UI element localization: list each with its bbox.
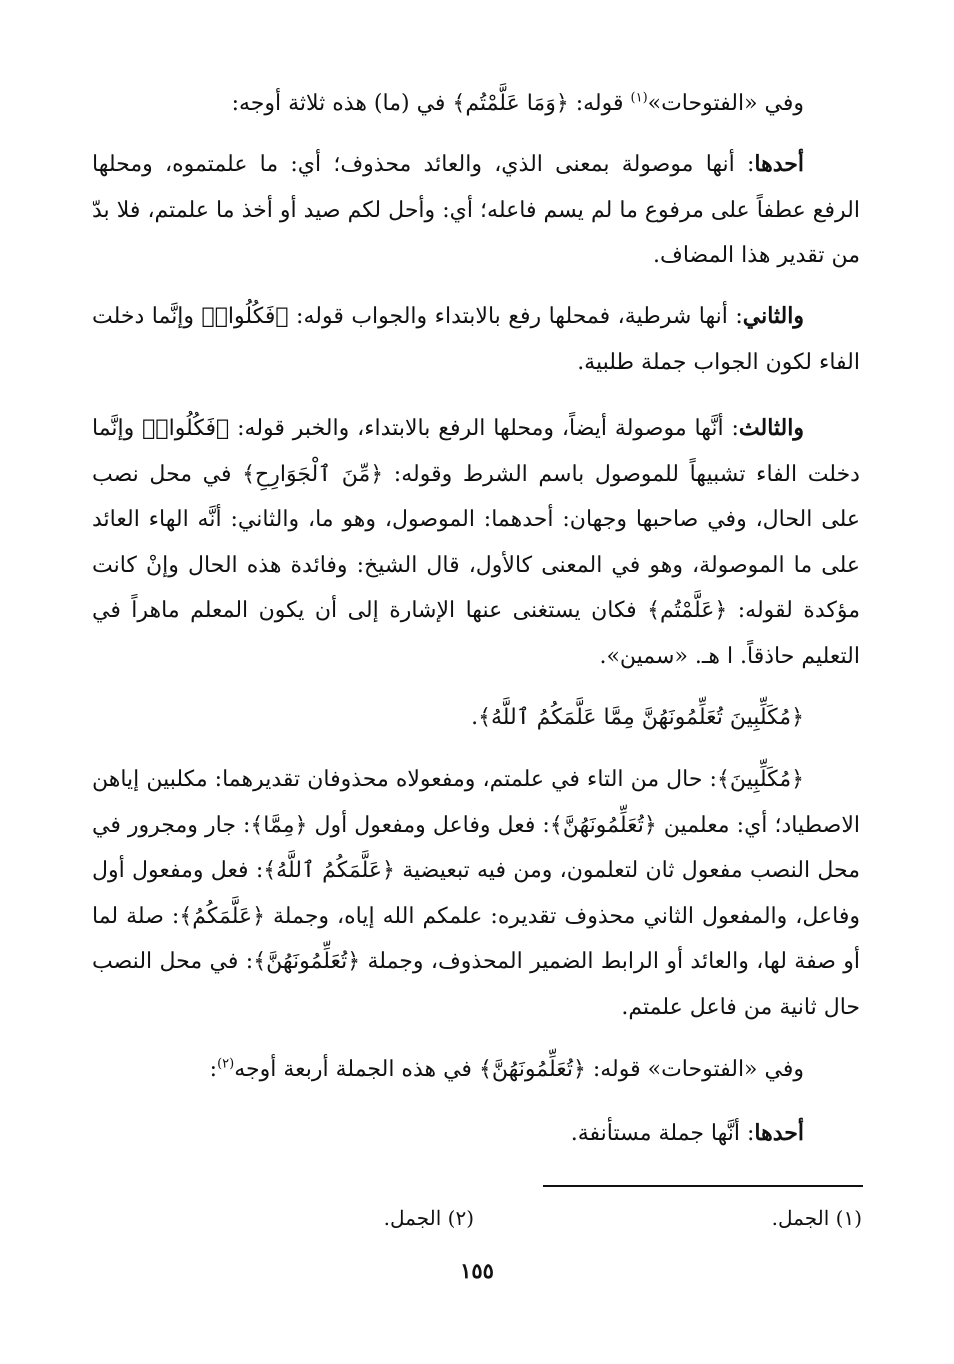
text: : أنها موصولة بمعنى الذي، والعائد محذوف؛ أي: ما علمتموه، ومحلها الرفع عطفاً على مرفوع ما لم يسم فاعله؛ أي: وأحل لكم صيد أو أخذ ما علمتم، فلا بدّ من تقدير هذا المضاف.	[92, 152, 860, 268]
paragraph-lead: أحدها	[754, 1120, 804, 1146]
footnote-marker: (١)	[630, 90, 648, 106]
text: وإنَّما دخلت الفاء لكون الجواب جملة طلبية.	[92, 304, 860, 375]
quran-quote: ﴿مُكَلِّبِينَ﴾	[716, 767, 804, 792]
paragraph-lead: أحدها	[754, 151, 804, 177]
quran-quote: ﴿تُعَلِّمُونَهُنَّ﴾	[549, 812, 657, 838]
quran-quote: ﴿فَكُلُوا۟﴾	[201, 304, 289, 329]
text: : فعل ومفعول أول وفاعل، والمفعول الثاني محذوف تقديره: علمكم الله إياه، وجملة	[92, 858, 860, 929]
text: : حال من التاء في علمتم، ومفعولاه محذوفان تقديرهما: مكلبين إياهن الاصطياد؛ أي: معلمين	[92, 767, 860, 838]
paragraph-third-view	[92, 406, 860, 679]
text: : أنها شرطية، فمحلها رفع بالابتداء والجواب قوله:	[288, 304, 743, 329]
text: : أنَّها جملة مستأنفة.	[570, 1121, 755, 1146]
paragraph-first-aspect	[92, 1111, 860, 1157]
text: في محل نصب على الحال، وفي صاحبها وجهان: أحدهما: الموصول، وهو ما، والثاني: أنَّه الهاء العائد على ما الموصولة، وهو في المعنى كالأول، قال الشيخ: وفائدة هذه الحال وإنْ كانت مؤكدة لقوله:	[92, 461, 860, 623]
paragraph-lead: والثاني	[742, 303, 804, 329]
paragraph-intro	[92, 81, 860, 127]
text: في هذه الجملة أربعة أوجه	[234, 1057, 479, 1082]
footnote-1: (١) الجمل.	[771, 1206, 862, 1230]
page-number: ١٥٥	[460, 1258, 494, 1283]
paragraph-first-view	[92, 142, 860, 279]
text: :	[209, 1057, 218, 1082]
footnote-2: (٢) الجمل.	[383, 1206, 474, 1230]
quran-quote: ﴿مِّنَ ٱلْجَوَارِحِ﴾	[242, 461, 384, 487]
paragraph-futuhat	[92, 1047, 860, 1093]
quran-quote: ﴿تُعَلِّمُونَهُنَّ﴾	[253, 949, 361, 974]
footnote-divider	[543, 1185, 863, 1187]
quran-quote: ﴿عَلَّمْتُم﴾	[647, 598, 728, 623]
quran-quote: ﴿عَلَّمَكُمُ﴾	[179, 903, 266, 929]
text: : فعل وفاعل ومفعول أول	[307, 812, 550, 838]
paragraph-lead: والثالث	[738, 415, 804, 441]
quran-quote: ﴿وَمَا عَلَّمْتُم﴾	[452, 91, 569, 116]
text: .	[471, 705, 479, 730]
verse-line	[92, 695, 860, 741]
quran-quote: ﴿فَكُلُوا۟﴾	[142, 416, 230, 441]
footnote-marker: (٢)	[217, 1056, 235, 1072]
text: : جار ومجرور في محل النصب مفعول ثان لتعلمون، ومن فيه تبعيضية	[92, 812, 860, 883]
quran-quote: ﴿عَلَّمَكُمُ ٱللَّهُ﴾	[263, 858, 395, 883]
quran-verse: ﴿مُكَلِّبِينَ تُعَلِّمُونَهُنَّ مِمَّا عَلَّمَكُمُ ٱللَّهُ﴾	[478, 705, 804, 730]
text: : صلة لما أو صفة لها، والعائد أو الرابط الضمير المحذوف، وجملة	[92, 903, 860, 974]
text: قوله:	[568, 91, 631, 116]
text: وإنَّما دخلت الفاء تشبيهاً للموصول باسم الشرط وقوله:	[92, 416, 860, 487]
paragraph-second-view	[92, 294, 860, 385]
quran-quote: ﴿مِمَّا﴾	[250, 812, 308, 838]
text: في (ما) هذه ثلاثة أوجه:	[231, 91, 453, 116]
text: : في محل النصب حال ثانية من فاعل علمتم.	[92, 949, 860, 1020]
paragraph-irab	[92, 757, 860, 1030]
text: فكان يستغنى عنها الإشارة إلى أن يكون المعلم ماهراً في التعليم حاذقاً. ا هـ. «سمين».	[92, 598, 860, 669]
quran-quote: ﴿تُعَلِّمُونَهُنَّ﴾	[478, 1057, 586, 1082]
text: وفي «الفتوحات» قوله:	[585, 1057, 804, 1082]
text: : أنَّها موصولة أيضاً، ومحلها الرفع بالابتداء، والخبر قوله:	[229, 416, 739, 441]
text: وفي «الفتوحات»	[647, 91, 804, 116]
